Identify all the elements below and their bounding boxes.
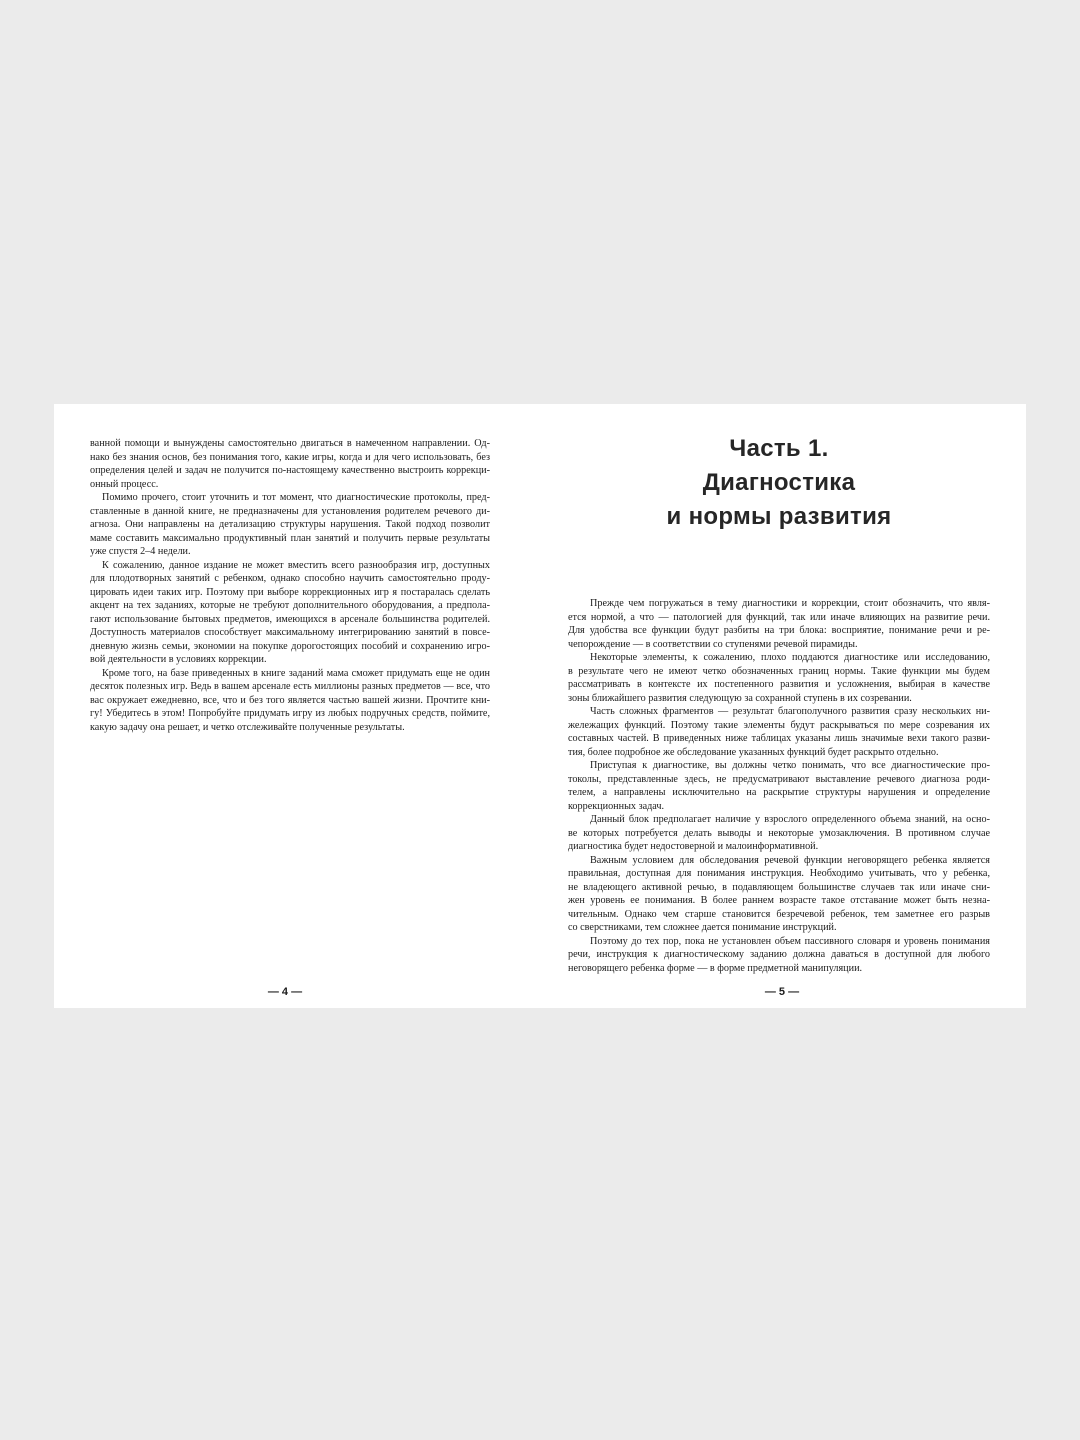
text-line: К сожалению, данное издание не может вместить всего разнообразия игр, доступных bbox=[102, 559, 490, 571]
chapter-title-line: и нормы развития bbox=[666, 503, 892, 530]
text-line: десяток полезных игр. Ведь в вашем арсенале есть миллионы разных предметов — все, что bbox=[90, 681, 490, 692]
paragraph bbox=[90, 667, 490, 735]
text-line: жен уровень ее понимания. В более раннем возрасте такое отставание может быть незна- bbox=[568, 895, 990, 906]
text-line: коррекционных задач. bbox=[568, 800, 665, 812]
paragraph bbox=[568, 935, 990, 976]
text-line: вой деятельности в условиях коррекции. bbox=[90, 654, 267, 665]
text-line: нако без знания основ, без понимания того, какие игры, когда и для чего использовать, без bbox=[90, 451, 490, 463]
paragraph bbox=[90, 491, 490, 559]
text-line: Приступая к диагностике, вы должны четко понимать, что все диагностические про- bbox=[590, 760, 990, 771]
text-line: гают использование бытовых предметов, имеющихся в арсенале большинства родителей. bbox=[90, 613, 490, 625]
text-line: чительным. Однако чем старше становится безречевой ребенок, тем заметнее его разрыв bbox=[568, 908, 990, 920]
chapter-title-line: Часть 1. bbox=[729, 435, 829, 462]
text-line: не владеющего активной речью, в подавляющем большинстве случаев так или иначе сни- bbox=[568, 881, 990, 893]
text-line: Помимо прочего, стоит уточнить и тот момент, что диагностические протоколы, пред- bbox=[102, 492, 490, 503]
right-page bbox=[540, 404, 1026, 1008]
text-line: Данный блок предполагает наличие у взрослого определенного объема знаний, на осно- bbox=[590, 814, 990, 825]
text-line: уже спустя 2–4 недели. bbox=[90, 546, 191, 557]
text-line: ве которых потребуется делать выводы и некоторые умозаключения. В противном случае bbox=[568, 827, 990, 839]
text-line: агноза. Они направлены на детализацию структуры нарушения. Такой подход позволит bbox=[90, 519, 490, 530]
text-line: ется нормой, а что — патологией для функций, так или иначе влияющих на развитие речи. bbox=[568, 611, 990, 623]
page-number-right: — 5 — bbox=[764, 986, 800, 998]
paragraph bbox=[568, 705, 990, 759]
chapter-title bbox=[568, 432, 990, 534]
text-line: тия, более подробное же обследование указанных функций будет раскрыто отдельно. bbox=[568, 746, 939, 758]
paragraph bbox=[568, 854, 990, 935]
text-line: со сверстниками, тем сложнее дается понимание инструкций. bbox=[568, 922, 837, 933]
text-line: Важным условием для обследования речевой функции неговорящего ребенка является bbox=[590, 854, 990, 866]
paragraph bbox=[568, 597, 990, 651]
book-spread bbox=[54, 404, 1026, 1008]
paragraph bbox=[568, 813, 990, 854]
text-line: какую задачу она решает, и четко отслеживайте полученные результаты. bbox=[90, 721, 405, 733]
page-number-left: — 4 — bbox=[267, 986, 303, 998]
left-page-body bbox=[90, 437, 490, 734]
chapter-title-line: Диагностика bbox=[702, 469, 856, 496]
paragraph bbox=[568, 651, 990, 705]
text-line: речи, инструкция к диагностическому заданию должна даваться в доступной для любого bbox=[568, 949, 990, 960]
text-line: Прежде чем погружаться в тему диагностики и коррекции, стоит обозначить, что явля- bbox=[590, 598, 990, 609]
text-line: составных частей. В приведенных ниже таблицах указаны лишь значимые вехи такого разви- bbox=[568, 733, 990, 744]
text-line: дневную жизнь семьи, экономии на покупке дорогостоящих пособий и сохранению игро- bbox=[90, 640, 490, 652]
text-line: жележащих функций. Поэтому такие элементы будут раскрываться по мере созревания их bbox=[568, 719, 990, 731]
text-line: рассматривать в контексте их постепенного развития и усложнения, выбирая в качестве bbox=[568, 679, 990, 690]
text-line: Некоторые элементы, к сожалению, плохо поддаются диагностике или исследованию, bbox=[590, 652, 990, 663]
text-line: неговорящего ребенка форме — в форме предметной манипуляции. bbox=[568, 962, 863, 974]
right-page-body bbox=[568, 597, 990, 975]
text-line: вас окружает ежедневно, все, что и без того является частью вашей жизни. Прочтите кни- bbox=[90, 694, 490, 706]
text-line: гу! Убедитесь в этом! Попробуйте придумать игру из любых подручных средств, поймите, bbox=[90, 708, 490, 719]
text-line: правильная, доступная для понимания инструкция. Необходимо учитывать, что у ребенка, bbox=[568, 868, 990, 879]
text-line: Кроме того, на базе приведенных в книге заданий мама сможет придумать еще не один bbox=[102, 667, 490, 679]
text-line: в результате чего не имеют четко обозначенных границ нормы. Такие функции мы будем bbox=[568, 665, 990, 677]
text-line: маме составить максимально продуктивный план занятий и получить первые результаты bbox=[90, 532, 490, 544]
text-line: определения целей и задач не получится по-настоящему качественно выстроить коррекци- bbox=[90, 465, 490, 476]
text-line: Для удобства все функции будут разбиты на три блока: восприятие, понимание речи и ре- bbox=[568, 625, 990, 636]
text-line: акцент на тех заданиях, которые не требуют дополнительного оборудования, а предпола- bbox=[90, 600, 490, 611]
text-line: зоны ближайшего развития следующую за сохранной ступень в их созревании. bbox=[568, 692, 912, 704]
text-line: ванной помощи и вынуждены самостоятельно двигаться в намеченном направлении. Од- bbox=[90, 438, 490, 449]
paragraph bbox=[90, 437, 490, 491]
left-page bbox=[54, 404, 540, 1008]
text-line: цировать идеи таких игр. Поэтому при выборе коррекционных игр я постаралась сделать bbox=[90, 586, 490, 598]
text-line: для плодотворных занятий с ребенком, однако способно научить самостоятельно проду- bbox=[90, 573, 490, 584]
text-line: ставленные в данной книге, не предназначены для установления родителем речевого ди- bbox=[90, 505, 490, 517]
text-line: чепорождение — в соответствии со ступенями речевой пирамиды. bbox=[568, 638, 858, 650]
text-line: Доступность материалов способствует максимальному интегрированию занятий в повсе- bbox=[90, 627, 490, 638]
text-line: телем, а направлены исключительно на раскрытие структуры нарушения и определение bbox=[568, 787, 990, 798]
text-line: Часть сложных фрагментов — результат благополучного развития сразу нескольких ни- bbox=[590, 706, 990, 717]
text-line: токолы, представленные здесь, не предусматривают выставление речевого диагноза роди- bbox=[568, 773, 990, 785]
text-line: Поэтому до тех пор, пока не установлен объем пассивного словаря и уровень понимания bbox=[590, 935, 990, 947]
paragraph bbox=[90, 559, 490, 667]
text-line: онный процесс. bbox=[90, 478, 159, 490]
text-line: диагностика будет недостоверной и малоинформативной. bbox=[568, 841, 819, 852]
paragraph bbox=[568, 759, 990, 813]
